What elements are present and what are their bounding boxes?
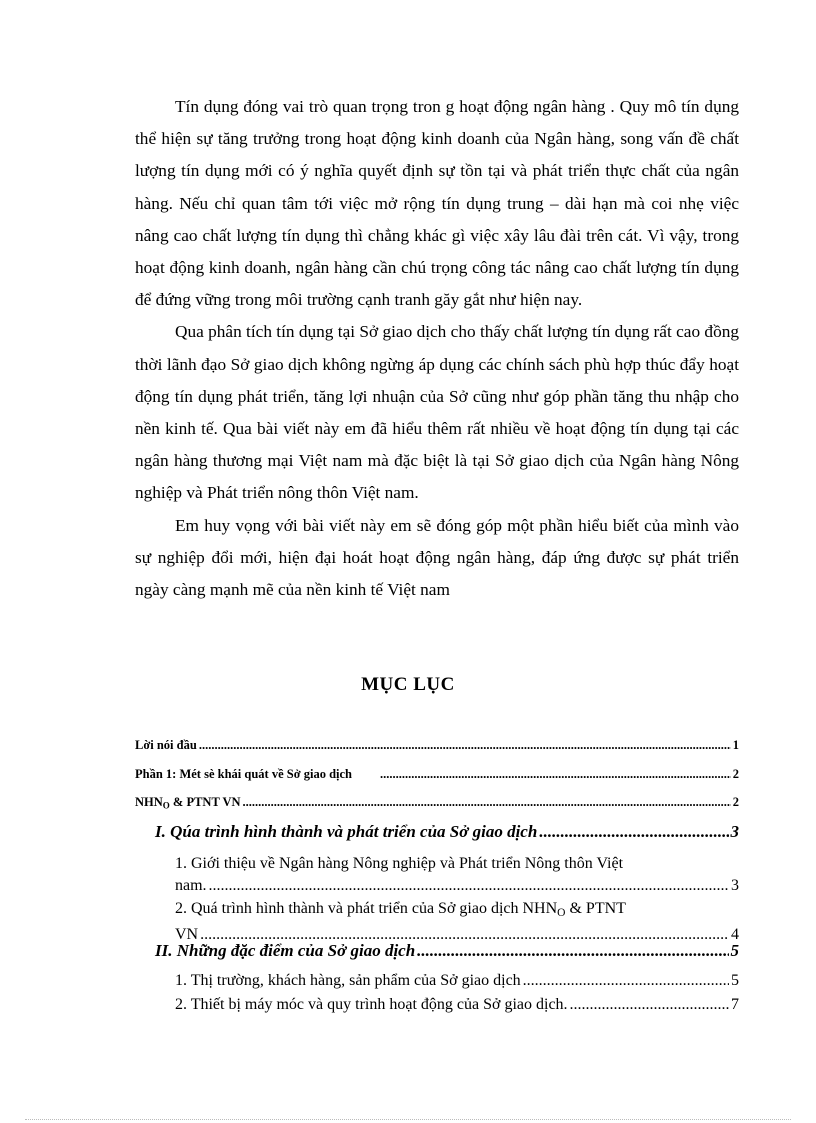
toc-page-number: 5 xyxy=(731,972,739,989)
toc-leader-dots xyxy=(539,822,728,842)
page-bottom-divider xyxy=(25,1119,791,1120)
toc-entry-label: I. Qúa trình hình thành và phát triển của Sở giao dịch xyxy=(155,822,538,841)
toc-page-number: 3 xyxy=(730,822,739,841)
toc-entry-preface[interactable] xyxy=(135,738,739,753)
paragraph-2: Qua phân tích tín dụng tại Sở giao dịch cho thấy chất lượng tín dụng rất cao đồng thời lãnh đạo Sở giao dịch không ngừng áp dụng các chính sách phù hợp thúc đẩy hoạt động tín dụng phát triển, tăng lợi nhuận của Sở cũng như góp phần tăng thu nhập cho nền kinh tế. Qua bài viết này em đã hiểu thêm rất nhiều về hoạt động tín dụng tại các ngân hàng thương mại Việt nam mà đặc biệt là tại Sở giao dịch của Ngân hàng Nông nghiệp và Phát triển nông thôn Việt nam. xyxy=(135,322,739,503)
toc-entry-label-cont: VN xyxy=(175,925,199,943)
toc-page-number: 1 xyxy=(732,738,739,752)
toc-leader-dots xyxy=(417,941,728,961)
toc-entry-label-cont: nam. xyxy=(175,877,207,894)
toc-entry-section-1[interactable] xyxy=(155,822,739,842)
toc-leader-dots xyxy=(380,767,731,782)
toc-entry-label: $NHN_O$ & PTNT VN xyxy=(135,795,241,811)
toc-entry-1-1[interactable] xyxy=(175,853,739,897)
toc-page-number: 2 xyxy=(732,767,739,781)
toc-entry-part-1-cont[interactable] xyxy=(135,795,739,810)
toc-leader-dots xyxy=(523,972,729,990)
toc-entry-2-1[interactable] xyxy=(175,972,739,990)
toc-entry-2-2[interactable] xyxy=(175,996,739,1014)
toc-entry-label: Lời nói đầu xyxy=(135,738,197,752)
toc-entry-label: Phần 1: Mét sè khái quát về Sở giao dịch xyxy=(135,767,353,781)
toc-page-number: 2 xyxy=(732,795,739,809)
toc-page-number: 4 xyxy=(731,925,739,943)
toc-entry-label: II. Những đặc điểm của Sở giao dịch xyxy=(155,941,416,960)
toc-leader-dots xyxy=(243,795,731,810)
toc-entry-label: 1. Thị trường, khách hàng, sản phẩm của Sở giao dịch xyxy=(175,972,521,989)
toc-leader-dots xyxy=(570,996,729,1014)
toc-entry-1-2[interactable] xyxy=(175,898,739,946)
toc-title: MỤC LỤC xyxy=(361,674,455,695)
toc-entry-label: 2. Thiết bị máy móc và quy trình hoạt động của Sở giao dịch. xyxy=(175,996,568,1013)
toc-entry-label: 2. Quá trình hình thành và phát triển của Sở giao dịch $NHN_O$ & PTNT xyxy=(175,900,626,919)
toc-leader-dots xyxy=(199,738,731,753)
toc-page-number: 3 xyxy=(731,877,739,894)
paragraph-1: Tín dụng đóng vai trò quan trọng tron g hoạt động ngân hàng . Quy mô tín dụng thể hiện sự tăng trưởng trong hoạt động kinh doanh của Ngân hàng, song vấn đề chất lượng tín dụng mới có ý nghĩa quyết định sự tồn tại và phát triển thực chất của ngân hàng. Nếu chỉ quan tâm tới việc mở rộng tín dụng trung – dài hạn mà coi nhẹ việc nâng cao chất lượng tín dụng thì chẳng khác gì việc xây lâu đài trên cát. Vì vậy, trong hoạt động kinh doanh, ngân hàng cần chú trọng công tác nâng cao chất lượng tín dụng để đứng vững trong môi trường cạnh tranh găy gắt như hiện nay. xyxy=(135,97,739,310)
conclusion-text xyxy=(135,91,739,606)
toc-entry-label: 1. Giới thiệu về Ngân hàng Nông nghiệp và Phát triển Nông thôn Việt xyxy=(175,855,624,872)
toc-page-number: 5 xyxy=(730,941,739,960)
toc-leader-dots xyxy=(209,875,729,897)
toc-entry-part-1[interactable] xyxy=(135,767,739,782)
toc-page-number: 7 xyxy=(731,996,739,1013)
toc-entry-section-2[interactable] xyxy=(155,941,739,961)
paragraph-3: Em huy vọng với bài viết này em sẽ đóng góp một phần hiểu biết của mình vào sự nghiệp đổi mới, hiện đại hoát hoạt động ngân hàng, đáp ứng được sự phát triển ngày càng mạnh mẽ của nền kinh tế Việt nam xyxy=(135,515,739,600)
